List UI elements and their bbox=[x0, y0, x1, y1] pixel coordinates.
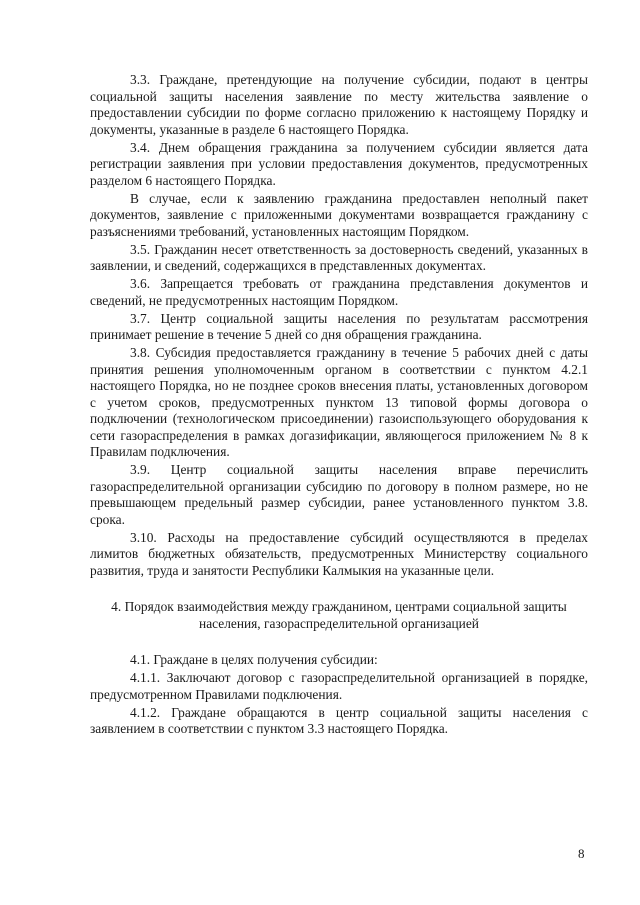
paragraph-3-9: 3.9. Центр социальной защиты населения вправе перечислить газораспределительной организации субсидию по договору в полном размере, но не превышающем предельный размер субсидии, ранее установленного пунктом 3.8. срока. bbox=[90, 462, 588, 527]
page-number: 8 bbox=[578, 846, 585, 861]
paragraph-3-8: 3.8. Субсидия предоставляется гражданину в течение 5 рабочих дней с даты принятия решения уполномоченным органом в соответствии с пунктом 4.2.1 настоящего Порядка, но не позднее сроков внесения платы, установленных договором с учетом сроков, предусмотренных пунктом 13 типовой формы договора о подключении (технологическом присоединении) газоиспользующего оборудования к сети газораспределения в рамках догазификации, являющегося приложением № 8 к Правилам подключения. bbox=[90, 345, 588, 459]
paragraph-3-6: 3.6. Запрещается требовать от гражданина представления документов и сведений, не предусмотренных настоящим Порядком. bbox=[90, 276, 588, 308]
paragraph-3-7: 3.7. Центр социальной защиты населения по результатам рассмотрения принимает решение в течение 5 дней со дня обращения гражданина. bbox=[90, 310, 588, 342]
document-body bbox=[90, 72, 588, 739]
paragraph-3-10: 3.10. Расходы на предоставление субсидий осуществляются в пределах лимитов бюджетных обязательств, предусмотренных Министерству социального развития, труда и занятости Республики Калмыкия на указанные цели. bbox=[90, 529, 588, 578]
section-heading: 4. Порядок взаимодействия между гражданином, центрами социальной защиты населения, газораспределительной организацией bbox=[111, 599, 567, 631]
paragraph-3-5: 3.5. Гражданин несет ответственность за достоверность сведений, указанных в заявлении, и сведений, содержащихся в представленных документах. bbox=[90, 241, 588, 273]
paragraph-3-3: 3.3. Граждане, претендующие на получение субсидии, подают в центры социальной защиты населения заявление по месту жительства заявление о предоставлении субсидии по форме согласно приложению к настоящему Порядку и документы, указанные в разделе 6 настоящего Порядка. bbox=[90, 72, 588, 137]
paragraph-4-1: 4.1. Граждане в целях получения субсидии: bbox=[130, 652, 378, 667]
paragraph-3-4: 3.4. Днем обращения гражданина за получением субсидии является дата регистрации заявления при условии предоставления документов, предусмотренных разделом 6 настоящего Порядка. bbox=[90, 139, 588, 188]
paragraph-4-1-1: 4.1.1. Заключают договор с газораспределительной организацией в порядке, предусмотренном Правилами подключения. bbox=[90, 670, 588, 702]
paragraph-4-1-2: 4.1.2. Граждане обращаются в центр социальной защиты населения с заявлением в соответствии с пунктом 3.3 настоящего Порядка. bbox=[90, 704, 588, 736]
paragraph-incomplete-package: В случае, если к заявлению гражданина предоставлен неполный пакет документов, заявление с приложенными документами возвращается гражданину с разъяснениями требований, установленных настоящим Порядком. bbox=[90, 190, 588, 239]
